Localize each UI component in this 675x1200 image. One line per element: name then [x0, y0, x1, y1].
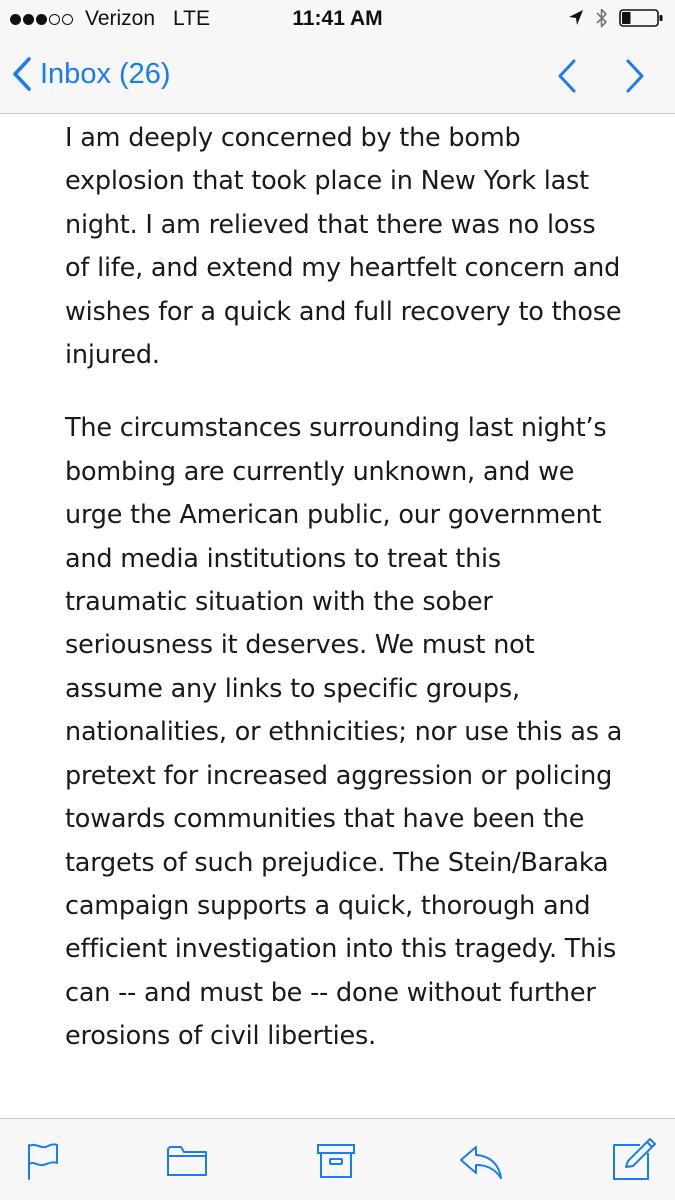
compose-button[interactable] [612, 1137, 658, 1185]
bluetooth-icon [595, 6, 609, 30]
reply-button[interactable] [458, 1143, 504, 1185]
back-to-inbox-button[interactable] [12, 56, 171, 92]
carrier-name: Verizon [85, 7, 156, 30]
navigation-bar [0, 38, 675, 114]
chevron-left-icon [12, 56, 32, 92]
chevron-down-icon [624, 58, 646, 94]
folder-icon [166, 1144, 208, 1178]
move-to-folder-button[interactable] [166, 1144, 208, 1182]
network-type: LTE [173, 7, 211, 30]
message-body [65, 117, 625, 1059]
previous-message-button[interactable] [556, 58, 578, 98]
message-paragraph: I am deeply concerned by the bomb explosion that took place in New York last night. I am relieved that there was no loss of life, and extend my heartfelt concern and wishes for a quick and full recovery to those injured. [65, 123, 622, 371]
flag-icon [26, 1141, 60, 1181]
next-message-button[interactable] [624, 58, 646, 98]
flag-button[interactable] [26, 1141, 60, 1185]
bottom-toolbar [0, 1118, 675, 1200]
status-right [567, 6, 665, 30]
message-paragraph: The circumstances surrounding last night’s bombing are currently unknown, and we urge the American public, our government and media institutions to treat this traumatic situation with the sober seriousness it deserves. We must not assume any links to specific groups, nationalities, or ethnicities; nor use this as a pretext for increased aggression or policing towards communities that have been the targets of such prejudice. The Stein/Baraka campaign supports a quick, thorough and efficient investigation into this tragedy. This can -- and must be -- done without further erosions of civil liberties. [65, 413, 623, 1052]
chevron-up-icon [556, 58, 578, 94]
reply-icon [458, 1143, 504, 1181]
location-arrow-icon [567, 8, 585, 28]
archive-button[interactable] [316, 1143, 356, 1183]
battery-icon [619, 7, 665, 29]
back-button-label: Inbox (26) [40, 57, 171, 90]
compose-icon [612, 1137, 658, 1181]
clock: 11:41 AM [292, 7, 383, 30]
status-bar [0, 0, 675, 38]
archive-icon [316, 1143, 356, 1179]
